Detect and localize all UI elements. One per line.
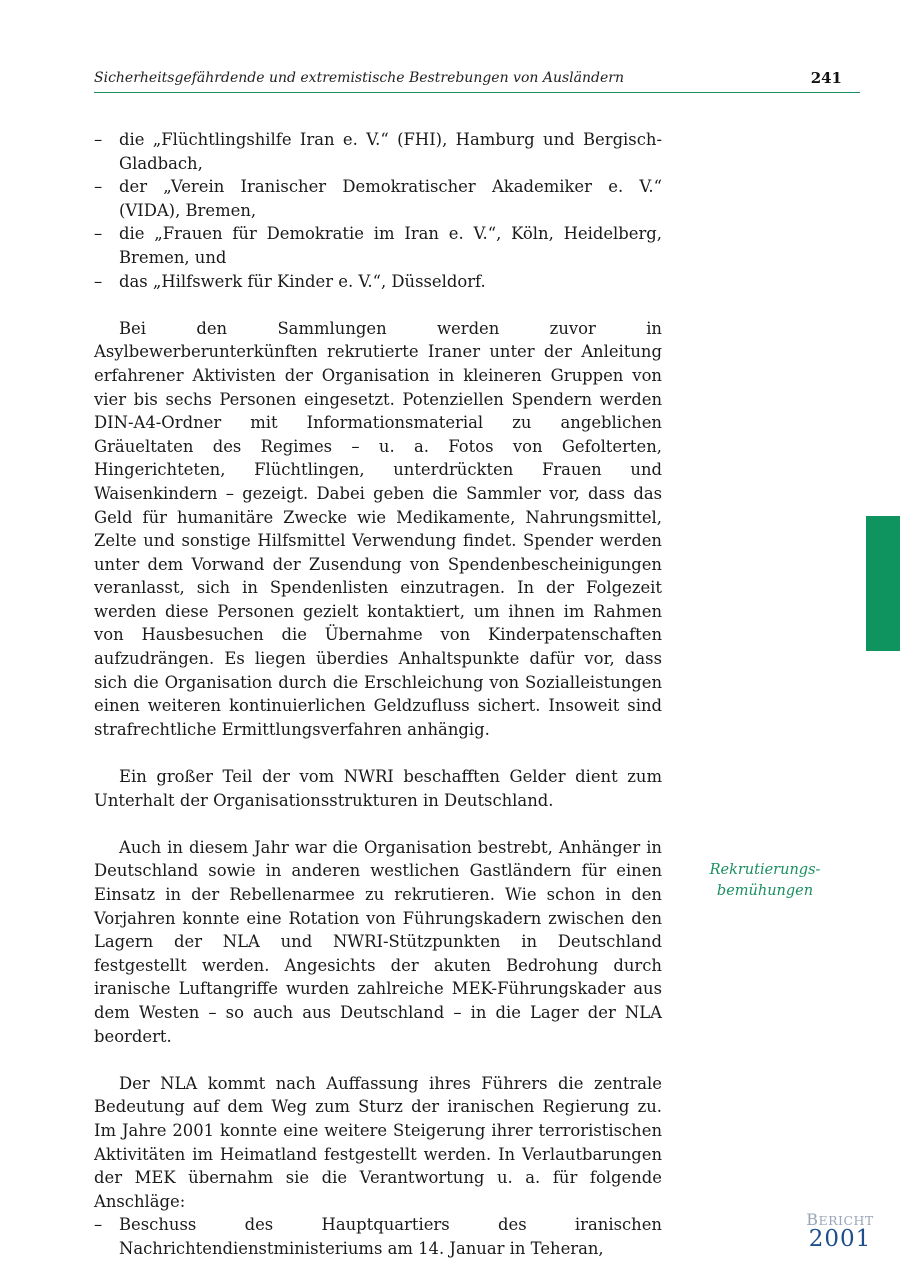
list-item-text: der „Verein Iranischer Demokratischer Akademiker e. V.“ (VIDA), Bremen, <box>119 177 662 220</box>
paragraph-funds: Ein großer Teil der vom NWRI beschafften Gelder dient zum Unterhalt der Organisationsstrukturen in Deutschland. <box>94 767 662 810</box>
margin-note-line: bemühungen <box>716 883 814 899</box>
list-item-text: das „Hilfswerk für Kinder e. V.“, Düsseldorf. <box>119 271 486 291</box>
dash-bullet: – <box>94 177 103 197</box>
margin-note-line: Rekrutierungs- <box>709 862 821 878</box>
dash-bullet: – <box>94 130 103 149</box>
report-logo <box>800 1210 880 1252</box>
attack-list <box>94 1213 662 1260</box>
list-item <box>94 1213 662 1260</box>
paragraph-nla: Der NLA kommt nach Auffassung ihres Führers die zentrale Bedeutung auf dem Weg zum Sturz der iranischen Regierung zu. Im Jahre 2001 konnte eine weitere Steigerung ihrer terroristischen Aktivitäten im Heimatland festgestellt werden. In Verlautbarungen der MEK übernahm sie die Verantwortung u. a. für folgende Anschläge: <box>94 1073 662 1211</box>
dash-bullet: – <box>94 1215 103 1235</box>
paragraph-collections: Bei den Sammlungen werden zuvor in Asylbewerberunterkünften rekrutierte Iraner unter der Anleitung erfahrener Aktivisten der Organisation in kleineren Gruppen von vier bis sechs Personen eingesetzt. Potenziellen Spendern werden DIN-A4-Ordner mit Informationsmaterial zu angeblichen Gräueltaten des Regimes – u. a. Fotos von Gefolterten, Hingerichteten, Flüchtlingen, unterdrückten Frauen und Waisenkindern – gezeigt. Dabei geben die Sammler vor, dass das Geld für humanitäre Zwecke wie Medikamente, Nahrungsmittel, Zelte und sonstige Hilfsmittel Verwendung findet. Spender werden unter dem Vorwand der Zusendung von Spendenbescheinigungen veranlasst, sich in Spendenlisten einzutragen. In der Folgezeit werden diese Personen gezielt kontaktiert, um ihnen im Rahmen von Hausbesuchen die Übernahme von Kinderpatenschaften aufzudrängen. Es liegen überdies Anhaltspunkte dafür vor, dass sich die Organisation durch die Erschleichung von Sozialleistungen einen weiteren kontinuierlichen Geldzufluss sichert. Insoweit sind strafrechtliche Ermittlungsverfahren anhängig. <box>94 318 662 739</box>
list-item <box>94 270 662 294</box>
list-item-text: die „Flüchtlingshilfe Iran e. V.“ (FHI), Hamburg und Bergisch-Gladbach, <box>119 130 662 173</box>
page-header <box>94 68 860 93</box>
logo-initial: B <box>806 1210 819 1229</box>
list-item-text: die „Frauen für Demokratie im Iran e. V.“, Köln, Heidelberg, Bremen, und <box>119 224 662 267</box>
chapter-tab-marker <box>866 516 900 651</box>
dash-bullet: – <box>94 224 103 244</box>
list-item-text: Beschuss des Hauptquartiers des iranischen Nachrichtendienstministeriums am 14. Januar in Teheran, <box>119 1215 662 1258</box>
page-number: 241 <box>810 69 842 87</box>
paragraph-recruitment: Auch in diesem Jahr war die Organisation bestrebt, Anhänger in Deutschland sowie in anderen westlichen Gastländern für einen Einsatz in der Rebellenarmee zu rekrutieren. Wie schon in den Vorjahren konnte eine Rotation von Führungskadern zwischen den Lagern der NLA und NWRI-Stützpunkten in Deutschland festgestellt werden. Angesichts der akuten Bedrohung durch iranische Luftangriffe wurden zahlreiche MEK-Führungskader aus dem Westen – so auch aus Deutschland – in die Lager der NLA beordert. <box>94 837 662 1046</box>
dash-bullet: – <box>94 271 103 291</box>
list-item <box>94 128 662 175</box>
logo-year: 2001 <box>808 1226 872 1252</box>
main-text <box>94 128 662 1261</box>
list-item <box>94 175 662 222</box>
logo-word-rest: ERICHT <box>818 1213 874 1228</box>
running-title: Sicherheitsgefährdende und extremistische Bestrebungen von Ausländern <box>94 70 624 86</box>
margin-note-recruitment <box>700 860 830 902</box>
list-item <box>94 222 662 269</box>
organization-list <box>94 128 662 293</box>
